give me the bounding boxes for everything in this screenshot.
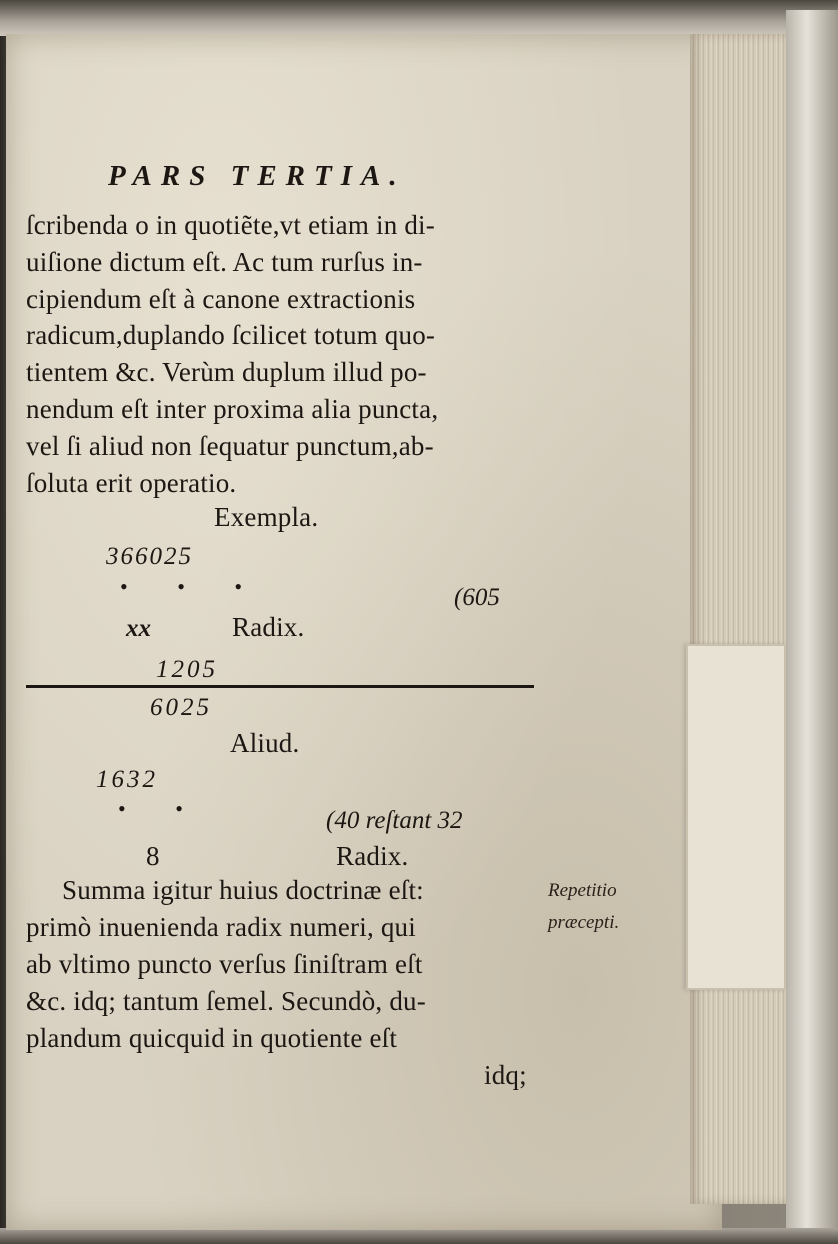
example1-radix-label: Radix. bbox=[232, 612, 305, 642]
body-line: nendum eſt inter proxima alia puncta, bbox=[26, 394, 439, 424]
summary-line: primò inuenienda radix numeri, qui bbox=[26, 912, 416, 942]
body-line: vel ſi aliud non ſequatur punctum,ab- bbox=[26, 431, 434, 461]
summary-line: plandum quicquid in quotiente eſt bbox=[26, 1023, 398, 1053]
example1-doubled: 1205 bbox=[156, 656, 218, 683]
margin-note-line: præcepti. bbox=[548, 912, 620, 933]
body-line: ſoluta erit operatio. bbox=[26, 468, 237, 498]
example1-number: 366025 bbox=[106, 543, 193, 570]
division-rule bbox=[26, 685, 534, 688]
body-line: tientem &c. Verùm duplum illud po- bbox=[26, 357, 427, 387]
example1-crossed-digits: xx bbox=[126, 615, 151, 642]
exempla-heading: Exempla. bbox=[214, 502, 319, 532]
summary-line: ab vltimo puncto verſus ſiniſtram eſt bbox=[26, 949, 423, 979]
paper-slip bbox=[686, 644, 786, 990]
summary-line: &c. idq; tantum ſemel. Secundò, du- bbox=[26, 986, 426, 1016]
example2-radix-label: Radix. bbox=[336, 841, 409, 871]
body-line: cipiendum eſt à canone extractionis bbox=[26, 284, 416, 314]
cover-top-edge bbox=[0, 0, 838, 36]
example1-dots: • • • bbox=[120, 574, 265, 599]
body-line: uiſione dictum eſt. Ac tum rurſus in- bbox=[26, 247, 423, 277]
example2-root-digit: 8 bbox=[146, 841, 160, 871]
summary-line: Summa igitur huius doctrinæ eſt: bbox=[62, 875, 424, 905]
page-edges bbox=[690, 34, 786, 1204]
example1-result: (605 bbox=[454, 584, 500, 611]
catchword: idq; bbox=[484, 1060, 527, 1090]
cover-right-edge bbox=[786, 10, 838, 1244]
running-head: PARS TERTIA. bbox=[108, 160, 406, 192]
body-line: ſcribenda o in quotiẽte,vt etiam in di- bbox=[26, 210, 435, 240]
body-line: radicum,duplando ſcilicet totum quo- bbox=[26, 320, 436, 350]
example1-remainder: 6025 bbox=[150, 694, 212, 721]
aliud-heading: Aliud. bbox=[230, 728, 300, 758]
margin-note-line: Repetitio bbox=[548, 880, 617, 901]
cover-bottom-edge bbox=[0, 1228, 838, 1244]
example2-number: 1632 bbox=[96, 766, 158, 793]
example2-dots: • • bbox=[118, 796, 205, 821]
example2-result: (40 reſtant 32 bbox=[326, 807, 463, 834]
